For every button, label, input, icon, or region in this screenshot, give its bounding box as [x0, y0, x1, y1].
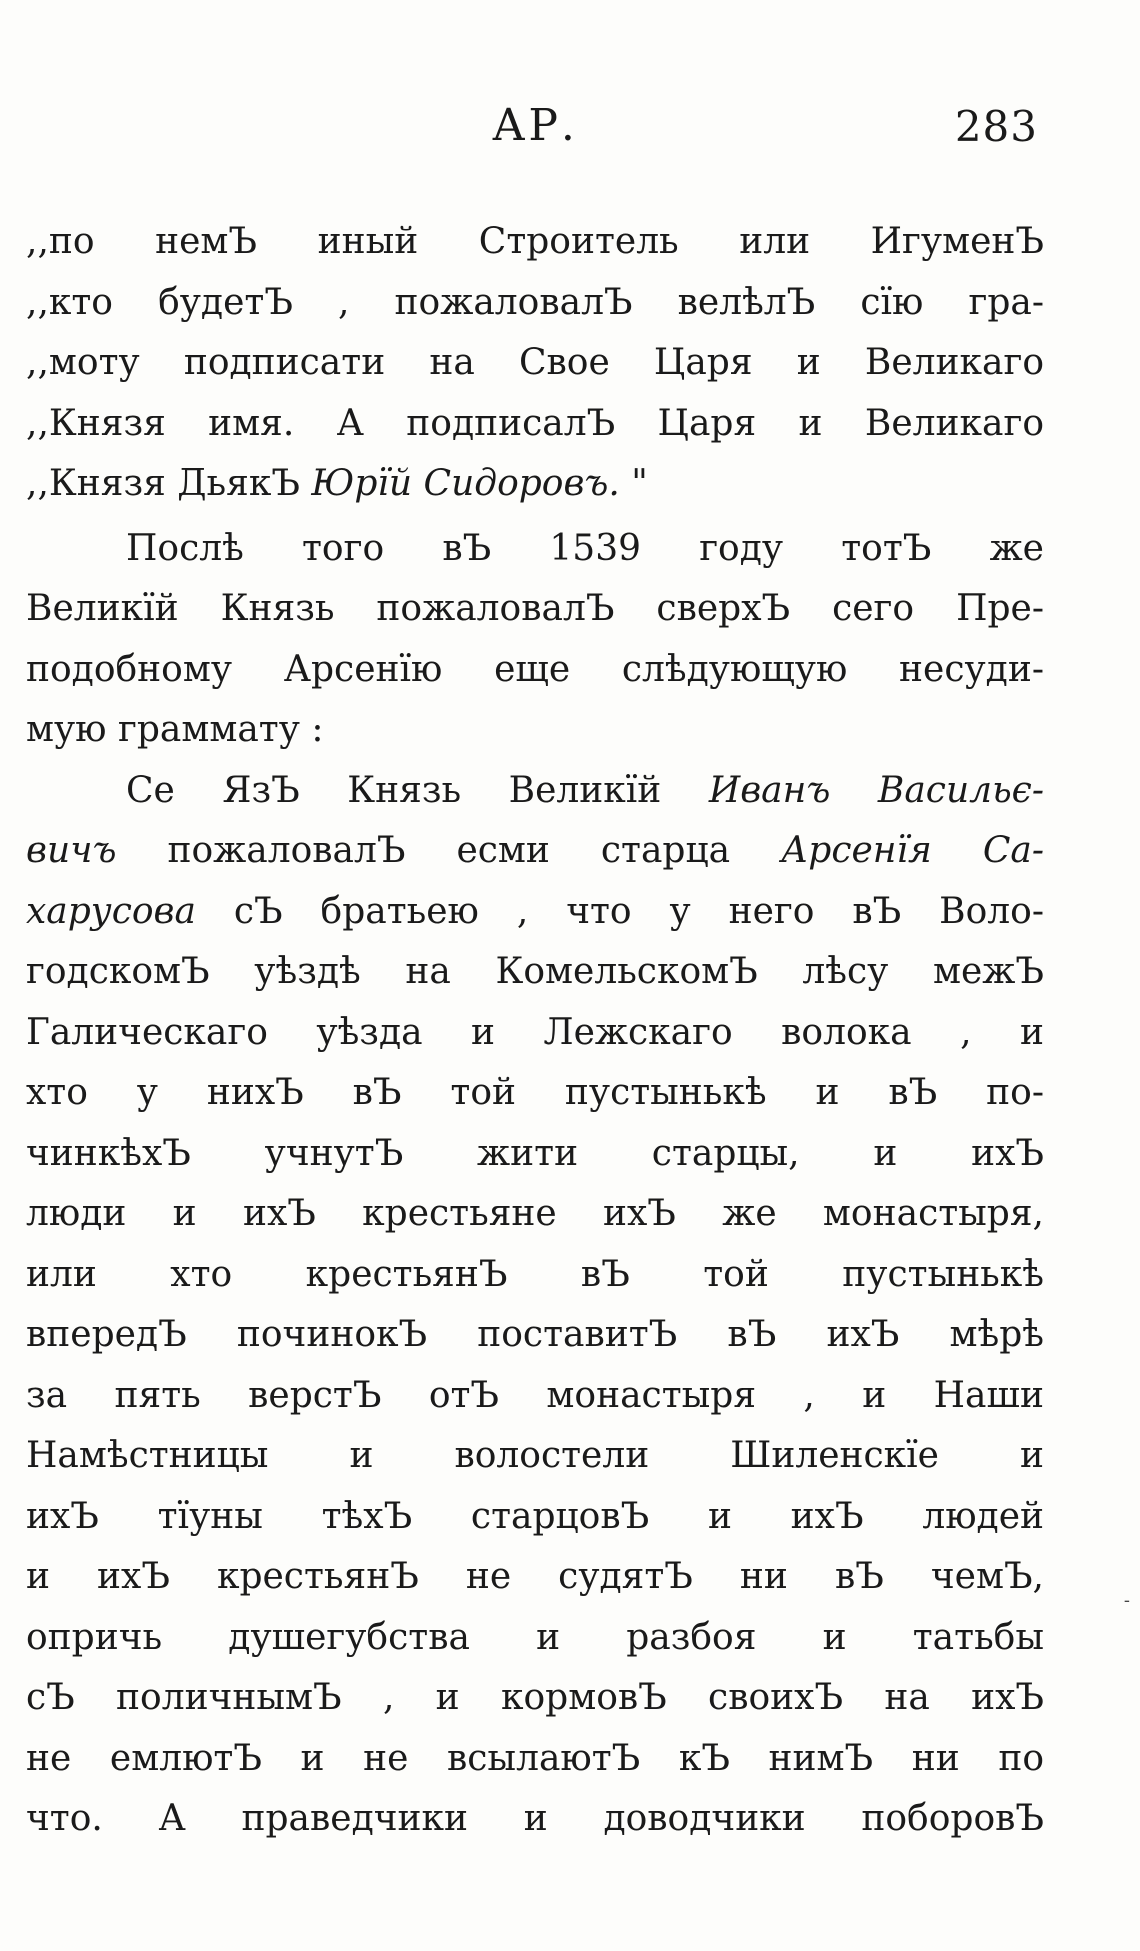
paragraph-first-line [26, 761, 1044, 822]
text-line: годскомЪ уѣздѣ на КомельскомЪ лѣсу межЪ [26, 951, 1044, 992]
body-text [26, 212, 1044, 1850]
text-line: хто у нихЪ вЪ той пустынькѣ и вЪ по- [26, 1072, 1044, 1113]
text-line [26, 821, 1044, 882]
text-line: ,,по немЪ иный Строитель или ИгуменЪ [26, 221, 1044, 262]
text-line: ,,кто будетЪ , пожаловалЪ велѣлЪ сїю гра- [26, 281, 1044, 323]
line-segment: " [619, 463, 648, 504]
text-line: впередЪ починокЪ поставитЪ вЪ ихЪ мѣрѣ [26, 1314, 1044, 1355]
running-head [0, 100, 1140, 160]
line-segment: пожаловалЪ есми старца [116, 830, 782, 871]
text-line: Великїй Князь пожаловалЪ сверхЪ сего Пре- [26, 588, 1044, 629]
text-line: чинкѣхЪ учнутЪ жити старцы, и ихЪ [26, 1132, 1044, 1174]
text-line: за пять верстЪ отЪ монастыря , и Наши [26, 1374, 1044, 1416]
text-line [26, 882, 1044, 943]
text-line: что. А праведчики и доводчики поборовЪ [26, 1798, 1044, 1839]
text-line: Намѣстницы и волостели Шиленскїе и [26, 1435, 1044, 1476]
paragraph-first-line: Послѣ того вЪ 1539 году тотЪ же [126, 527, 1044, 569]
line-segment: ,,Князя ДьякЪ [26, 463, 312, 504]
text-line: Галическаго уѣзда и Лежскаго волока , и [26, 1011, 1044, 1053]
text-line: ихЪ тїуны тѣхЪ старцовЪ и ихЪ людей [26, 1495, 1044, 1537]
italic-name: Иванъ Васильє- [708, 769, 1044, 811]
text-line: опричь душегубства и разбоя и татьбы [26, 1616, 1044, 1658]
page-number: 283 [954, 102, 1038, 151]
text-line: сЪ поличнымЪ , и кормовЪ своихЪ на ихЪ [26, 1677, 1044, 1718]
text-line: ,,моту подписати на Свое Царя и Великаго [26, 342, 1044, 383]
line-segment: сЪ братьею , что у него вЪ Воло- [195, 890, 1044, 932]
italic-name: Арсенїя Са- [781, 830, 1044, 871]
italic-name: харусова [26, 890, 196, 932]
text-line: или хто крестьянЪ вЪ той пустынькѣ [26, 1253, 1044, 1295]
text-line: ,,Князя имя. А подписалЪ Царя и Великаго [26, 402, 1044, 444]
italic-name: вичъ [26, 830, 117, 871]
margin-mark: - [1123, 1590, 1130, 1611]
text-line [26, 454, 1044, 515]
running-title: АР. [492, 100, 578, 151]
text-line: не емлютЪ и не всылаютЪ кЪ нимЪ ни по [26, 1737, 1044, 1779]
text-line: люди и ихЪ крестьяне ихЪ же монастыря, [26, 1193, 1044, 1234]
text-line: подобному Арсенїю еще слѣдующую несуди- [26, 648, 1044, 690]
text-line: мую граммату : [26, 709, 324, 750]
line-segment: Се ЯзЪ Князь Великїй [126, 769, 709, 811]
text-line: и ихЪ крестьянЪ не судятЪ ни вЪ чемЪ, [26, 1556, 1044, 1597]
italic-name: Юрїй Сидоровъ. [311, 463, 620, 504]
